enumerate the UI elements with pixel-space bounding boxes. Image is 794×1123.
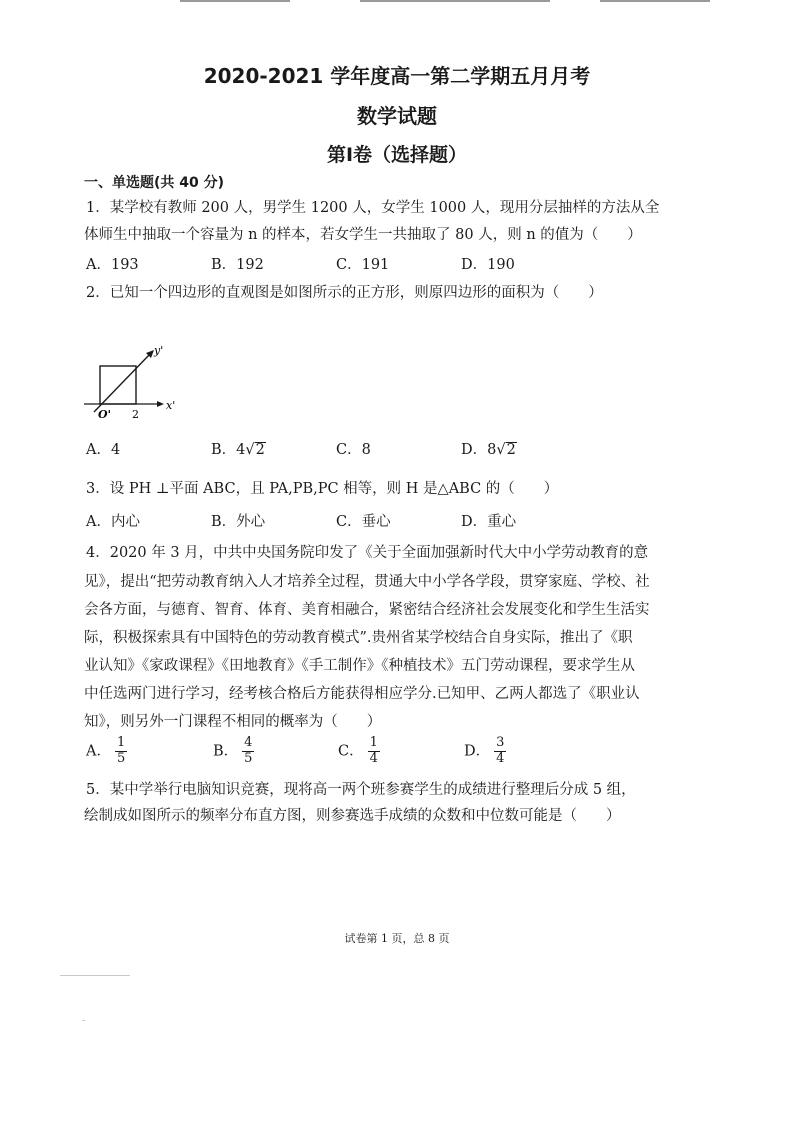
fraction: [494, 736, 506, 767]
question-4-option-c: [338, 736, 380, 767]
fraction: [115, 736, 127, 767]
question-2-option-a: A．4: [86, 442, 121, 458]
exam-subject: 数学试题: [357, 104, 437, 128]
sqrt-sign: √: [496, 442, 506, 458]
question-3-option-d: D．重心: [461, 514, 517, 530]
denominator: 5: [244, 750, 253, 766]
question-4-line-5: 业认知》《家政课程》《田地教育》《手工制作》《种植技术》五门劳动课程，要求学生从: [84, 658, 635, 674]
option-label: D．: [464, 743, 491, 760]
question-2-text: 2．已知一个四边形的直观图是如图所示的正方形，则原四边形的面积为（ ）: [86, 285, 603, 301]
option-d-prefix: D．8: [461, 442, 497, 458]
question-5-line-1: 5．某中学举行电脑知识竞赛，现将高一两个班参赛学生的成绩进行整理后分成 5 组，: [86, 782, 636, 798]
question-1-option-a: A．193: [86, 257, 139, 273]
question-5-line-2: 绘制成如图所示的频率分布直方图，则参赛选手成绩的众数和中位数可能是（ ）: [84, 808, 621, 824]
question-4-line-2: 见》，提出“把劳动教育纳入人才培养全过程，贯通大中小学各学段，贯穿家庭、学校、社: [84, 574, 650, 590]
option-label: B．: [213, 743, 239, 760]
question-3-option-c: C．垂心: [336, 514, 391, 530]
denominator: 4: [369, 750, 378, 766]
question-1-line-2: 体师生中抽取一个容量为 n 的样本，若女学生一共抽取了 80 人，则 n 的值为（ ）: [84, 227, 642, 243]
question-3-option-a: A．内心: [86, 514, 140, 530]
question-1-option-d: D．190: [461, 257, 515, 273]
question-2-option-d: [461, 438, 517, 459]
exam-title: 2020-2021 学年度高一第二学期五月月考: [203, 64, 591, 88]
question-4-line-4: 际，积极探索具有中国特色的劳动教育模式”.贵州省某学校结合自身实际，推出了《职: [84, 630, 633, 646]
question-4-line-6: 中任选两门进行学习，经考核合格后方能获得相应学分.已知甲、乙两人都选了《职业认: [84, 686, 640, 702]
fraction: [242, 736, 254, 767]
page-footer: 试卷第 1 页，总 8 页: [344, 932, 450, 945]
numerator: 1: [116, 735, 126, 750]
fraction: [368, 736, 380, 767]
figure-x-label: x': [166, 399, 176, 412]
numerator: 4: [244, 735, 253, 750]
oblique-view-figure: [84, 340, 184, 420]
figure-y-label: y': [154, 344, 164, 357]
question-1-line-1: 1．某学校有教师 200 人，男学生 1200 人，女学生 1000 人，现用分层抽样的方法从全: [86, 200, 660, 216]
figure-square: [100, 366, 136, 404]
figure-y-axis: [94, 354, 150, 412]
question-1-option-b: B．192: [211, 257, 264, 273]
numerator: 3: [496, 735, 505, 750]
question-4-line-7: 知》，则另外一门课程不相同的概率为（ ）: [84, 714, 382, 730]
option-b-prefix: B．4: [211, 442, 246, 458]
question-2-option-b: [211, 438, 266, 459]
question-3-option-b: B．外心: [211, 514, 266, 530]
option-label: A．: [86, 743, 111, 760]
denominator: 4: [496, 750, 505, 766]
question-2-option-c: C．8: [336, 442, 371, 458]
scan-edge-mark: [600, 0, 710, 2]
option-b-radicand: 2: [255, 442, 265, 458]
figure-x-axis-arrow: [157, 401, 164, 407]
sqrt-sign: √: [245, 442, 255, 458]
option-label: C．: [338, 743, 364, 760]
section-heading: 一、单选题(共 40 分): [84, 175, 225, 191]
scan-edge-mark: [360, 0, 550, 2]
question-4-option-b: [213, 736, 254, 767]
question-3-text: 3．设 PH ⊥平面 ABC，且 PA,PB,PC 相等，则 H 是△ABC 的（ ）: [86, 481, 559, 497]
denominator: 5: [116, 750, 126, 766]
question-4-option-a: [86, 736, 127, 767]
exam-volume: 第Ⅰ卷（选择题）: [326, 144, 468, 166]
scan-smudge: [82, 1020, 85, 1021]
question-1-option-c: C．191: [336, 257, 390, 273]
scan-edge-mark: [180, 0, 290, 2]
figure-tick-label: 2: [132, 408, 139, 420]
scan-smudge: [60, 975, 130, 976]
question-4-line-1: 4．2020 年 3 月，中共中央国务院印发了《关于全面加强新时代大中小学劳动教育的意: [86, 545, 649, 561]
figure-origin-label: O': [98, 408, 111, 420]
option-d-radicand: 2: [506, 442, 516, 458]
question-4-line-3: 会各方面，与德育、智育、体育、美育相融合，紧密结合经济社会发展变化和学生生活实: [84, 602, 650, 618]
question-4-option-d: [464, 736, 506, 767]
numerator: 1: [369, 735, 378, 750]
